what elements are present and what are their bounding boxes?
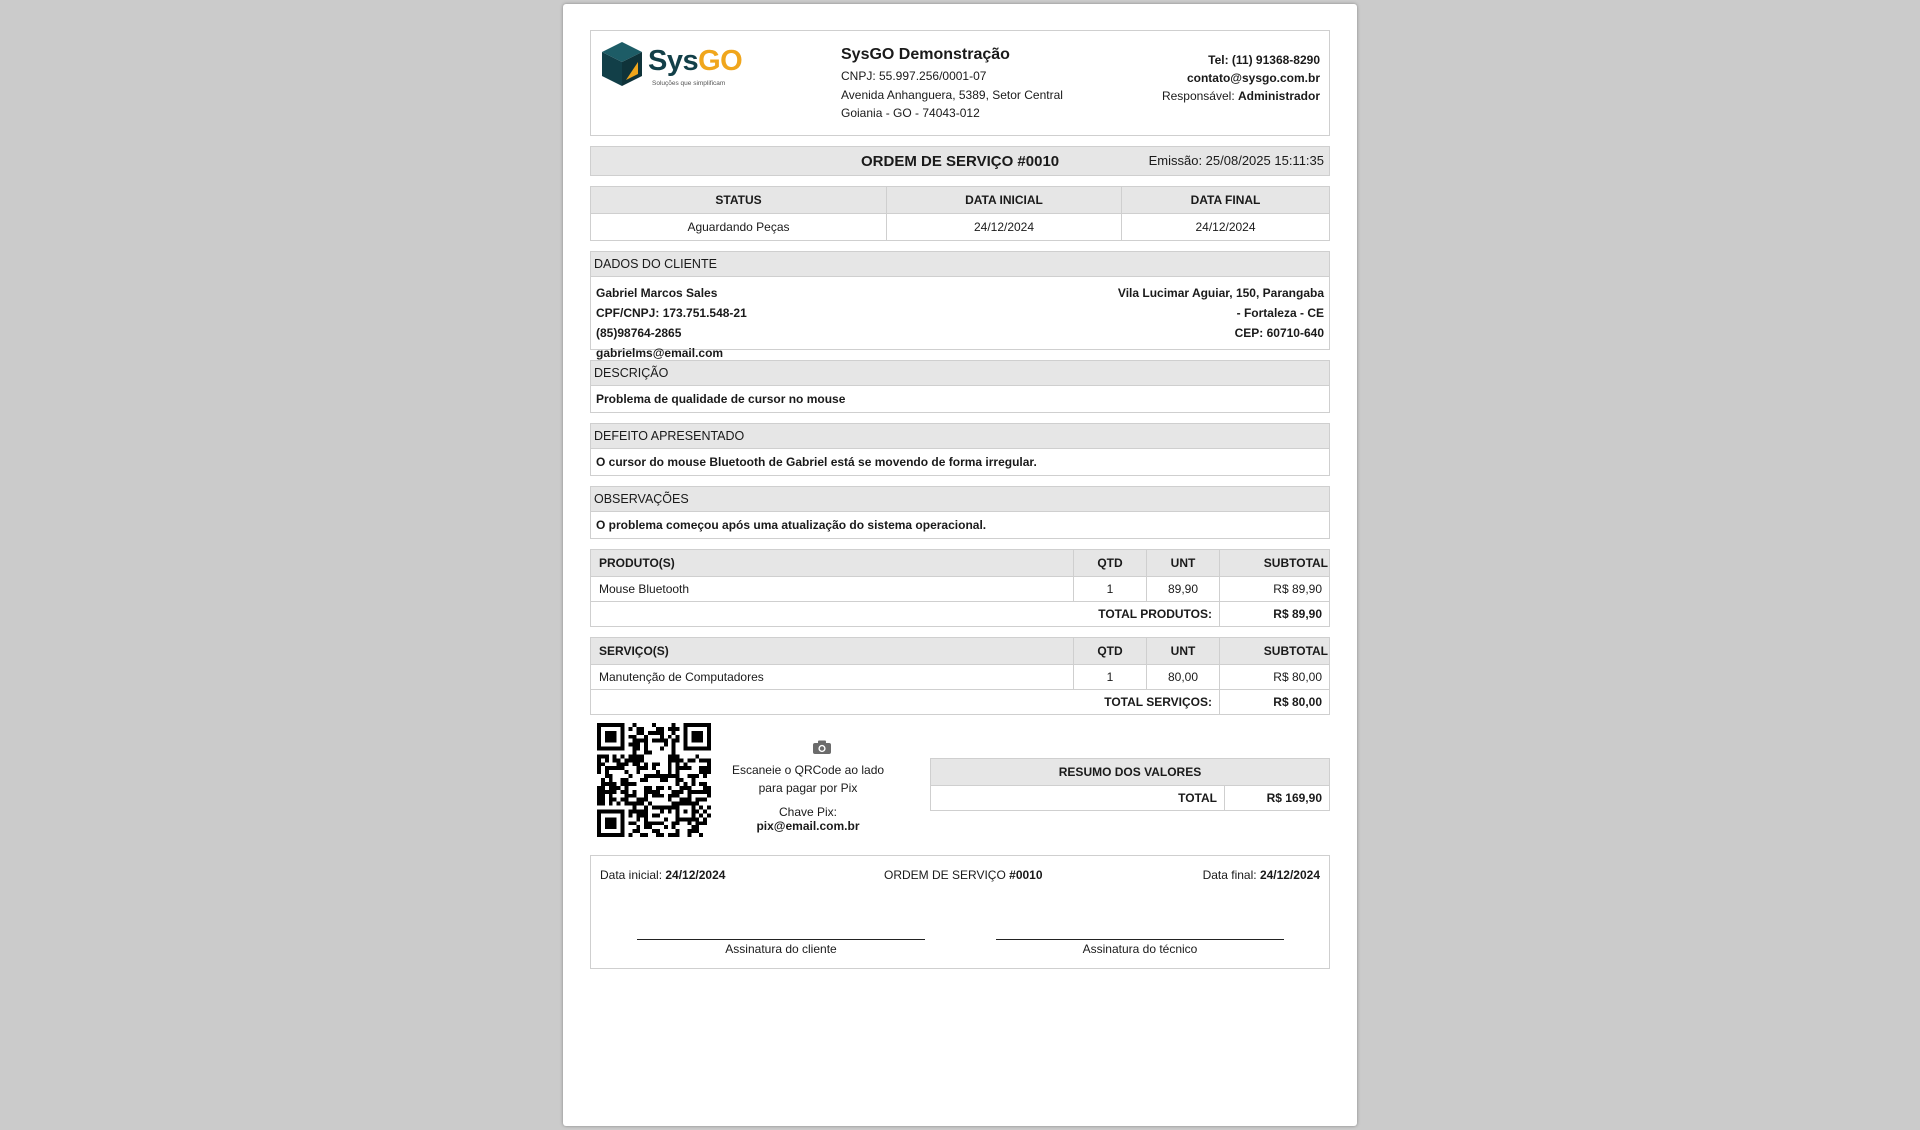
order-title: ORDEM DE SERVIÇO #0010 xyxy=(861,153,1060,170)
status-header: STATUS xyxy=(591,187,887,214)
company-email: contato@sysgo.com.br xyxy=(1186,71,1320,85)
camera-icon[interactable] xyxy=(812,739,832,755)
client-email: gabrielms@email.com xyxy=(596,346,724,360)
product-unit: 89,90 xyxy=(1147,577,1220,602)
emission-date: Emissão: 25/08/2025 15:11:35 xyxy=(1148,153,1324,168)
status-table xyxy=(590,186,1330,241)
defect-text: O cursor do mouse Bluetooth de Gabriel está se movendo de forma irregular. xyxy=(596,455,1037,469)
qty-header: QTD xyxy=(1074,550,1147,577)
product-name: Mouse Bluetooth xyxy=(591,577,1074,602)
client-details xyxy=(591,277,1329,360)
services-header: SERVIÇO(S) xyxy=(591,638,1074,665)
end-date-value: 24/12/2024 xyxy=(1122,214,1330,241)
pix-key: pix@email.com.br xyxy=(756,819,860,833)
pix-key-line xyxy=(730,805,886,833)
unit-header: UNT xyxy=(1147,638,1220,665)
section-title: DEFEITO APRESENTADO xyxy=(591,424,1329,449)
company-name: SysGO Demonstração xyxy=(841,46,1010,63)
summary-total-label: TOTAL xyxy=(931,786,1225,811)
section-title: DESCRIÇÃO xyxy=(591,361,1329,386)
defect-section xyxy=(590,423,1330,476)
sig-end-label: Data final: xyxy=(1202,868,1260,882)
responsavel-value: Administrador xyxy=(1237,89,1320,103)
summary-title: RESUMO DOS VALORES xyxy=(931,759,1330,786)
observations-section xyxy=(590,486,1330,539)
service-subtotal: R$ 80,00 xyxy=(1220,665,1330,690)
services-total-label: TOTAL SERVIÇOS: xyxy=(591,690,1220,715)
products-total-label: TOTAL PRODUTOS: xyxy=(591,602,1220,627)
service-qty: 1 xyxy=(1074,665,1147,690)
section-title: OBSERVAÇÕES xyxy=(591,487,1329,512)
subtotal-header: SUBTOTAL xyxy=(1220,638,1330,665)
company-info xyxy=(841,45,1063,123)
start-date-value: 24/12/2024 xyxy=(887,214,1122,241)
sig-order-number: #0010 xyxy=(1009,868,1043,882)
description-text: Problema de qualidade de cursor no mouse xyxy=(596,392,846,406)
sig-start-date: 24/12/2024 xyxy=(665,868,726,882)
table-row xyxy=(591,665,1330,690)
products-total: R$ 89,90 xyxy=(1220,602,1330,627)
table-row xyxy=(591,577,1330,602)
responsavel-label: Responsável: xyxy=(1161,89,1238,103)
company-logo xyxy=(600,40,750,92)
client-signature-line xyxy=(637,939,925,940)
client-address: Vila Lucimar Aguiar, 150, Parangaba xyxy=(1117,286,1324,300)
sig-start-label: Data inicial: xyxy=(600,868,666,882)
tech-signature-line xyxy=(996,939,1284,940)
products-header: PRODUTO(S) xyxy=(591,550,1074,577)
client-phone: (85)98764-2865 xyxy=(596,326,682,340)
client-doc-label: CPF/CNPJ: xyxy=(596,306,663,320)
services-table xyxy=(590,637,1330,715)
service-name: Manutenção de Computadores xyxy=(591,665,1074,690)
sig-end-date: 24/12/2024 xyxy=(1259,868,1320,882)
tech-signature-label: Assinatura do técnico xyxy=(1082,942,1198,956)
unit-header: UNT xyxy=(1147,550,1220,577)
company-header xyxy=(590,30,1330,136)
service-order xyxy=(590,30,1330,969)
client-cep: CEP: 60710-640 xyxy=(1234,326,1324,340)
summary-table xyxy=(930,758,1330,811)
payment-section xyxy=(590,723,1330,843)
client-signature-label: Assinatura do cliente xyxy=(725,942,837,956)
client-city: - Fortaleza - CE xyxy=(1236,306,1324,320)
client-name: Gabriel Marcos Sales xyxy=(596,286,718,300)
client-section xyxy=(590,251,1330,360)
section-title: DADOS DO CLIENTE xyxy=(591,252,1329,277)
document-page xyxy=(563,4,1357,1126)
signature-section xyxy=(590,855,1330,969)
logo-wordmark: SysGO xyxy=(648,45,743,77)
qty-header: QTD xyxy=(1074,638,1147,665)
product-qty: 1 xyxy=(1074,577,1147,602)
end-date-header: DATA FINAL xyxy=(1122,187,1330,214)
logo-cube-icon xyxy=(600,40,644,88)
company-contact xyxy=(1162,51,1320,105)
company-cnpj: CNPJ: 55.997.256/0001-07 xyxy=(841,69,987,83)
description-section xyxy=(590,360,1330,413)
summary-total: R$ 169,90 xyxy=(1225,786,1330,811)
pix-qr-code[interactable] xyxy=(597,723,711,837)
pix-key-label: Chave Pix: xyxy=(778,805,838,819)
products-table xyxy=(590,549,1330,627)
company-city: Goiania - GO - 74043-012 xyxy=(841,106,980,120)
start-date-header: DATA INICIAL xyxy=(887,187,1122,214)
client-doc: 173.751.548-21 xyxy=(662,306,747,320)
observations-text: O problema começou após uma atualização do sistema operacional. xyxy=(596,518,987,532)
pix-instructions: Escaneie o QRCode ao lado para pagar por Pix xyxy=(731,763,885,795)
services-total: R$ 80,00 xyxy=(1220,690,1330,715)
logo-tagline: Soluções que simplificam xyxy=(652,80,726,87)
service-unit: 80,00 xyxy=(1147,665,1220,690)
company-tel: Tel: (11) 91368-8290 xyxy=(1208,53,1320,67)
product-subtotal: R$ 89,90 xyxy=(1220,577,1330,602)
company-address: Avenida Anhanguera, 5389, Setor Central xyxy=(841,87,1063,102)
status-value: Aguardando Peças xyxy=(591,214,887,241)
subtotal-header: SUBTOTAL xyxy=(1220,550,1330,577)
order-title-bar xyxy=(590,146,1330,176)
sig-order-label: ORDEM DE SERVIÇO xyxy=(884,868,1010,882)
